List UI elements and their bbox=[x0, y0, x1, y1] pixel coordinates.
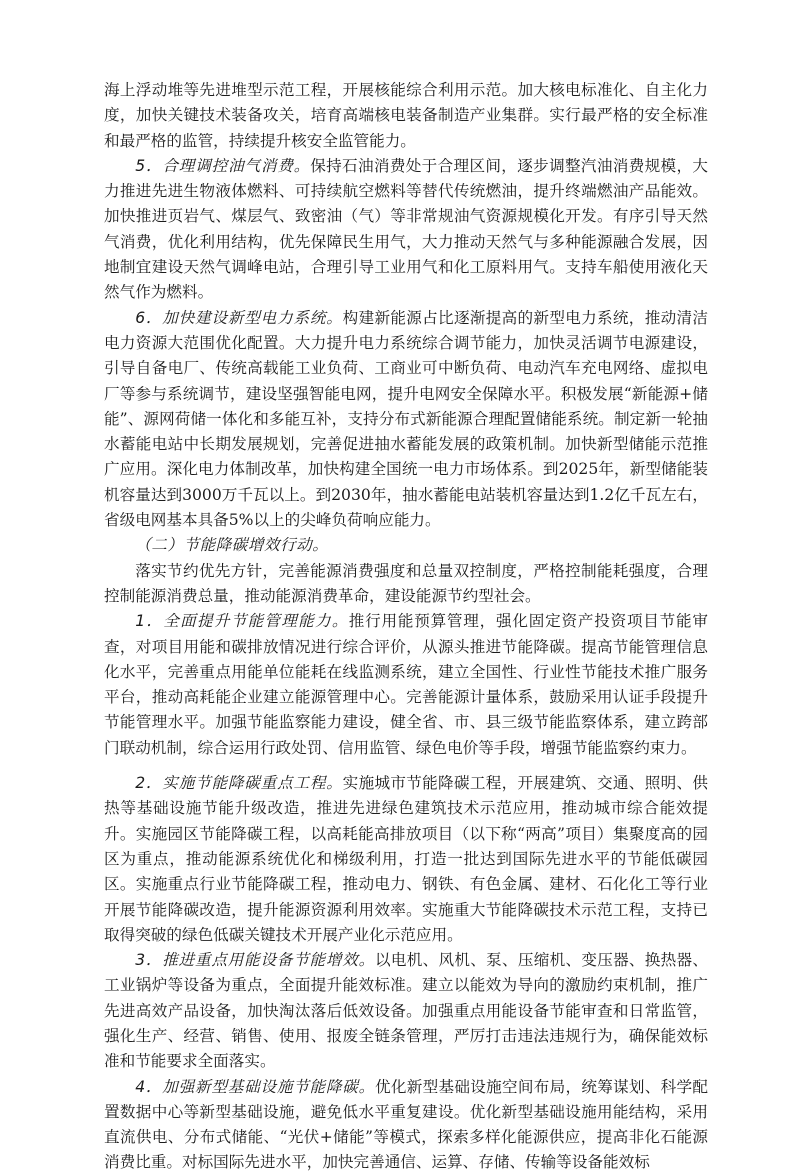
paragraph-oil-gas bbox=[104, 154, 708, 306]
item-body: 以电机、风机、泵、压缩机、变压器、换热器、工业锅炉等设备为重点，全面提升能效标准。建立以能效为导向的激励约束机制，推广先进高效产品设备，加快淘汰落后低效设备。加强重点用能设备节能审查和日常监管，强化生产、经营、销售、使用、报废全链条管理，严厉打击违法违规行为，确保能效标准和节能要求全面落实。 bbox=[104, 951, 708, 1071]
item-lead: 2．实施节能降碳重点工程。 bbox=[135, 774, 343, 793]
paragraph-body: 构建新能源占比逐渐提高的新型电力系统，推动清洁电力资源大范围优化配置。大力提升电力系统综合调节能力，加快灵活调节电源建设，引导自备电厂、传统高载能工业负荷、工商业可中断负荷、电动汽车充电网络、虚拟电厂等参与系统调节，建设坚强智能电网，提升电网安全保障水平。积极发展“新能源+储能”、源网荷储一体化和多能互补，支持分布式新能源合理配置储能系统。制定新一轮抽水蓄能电站中长期发展规划，完善促进抽水蓄能发展的政策机制。加快新型储能示范推广应用。深化电力体制改革，加快构建全国统一电力市场体系。到2025年，新型储能装机容量达到3000万千瓦以上。到2030年，抽水蓄能电站装机容量达到1.2亿千瓦左右，省级电网基本具备5%以上的尖峰负荷响应能力。 bbox=[104, 308, 708, 530]
section-heading-text: （二）节能降碳增效行动。 bbox=[135, 536, 329, 555]
item-lead: 1．全面提升节能管理能力。 bbox=[135, 612, 349, 631]
item-body: 实施城市节能降碳工程，开展建筑、交通、照明、供热等基础设施节能升级改造，推进先进绿色建筑技术示范应用，推动城市综合能效提升。实施园区节能降碳工程，以高耗能高排放项目（以下称“两高”项目）集聚度高的园区为重点，推动能源系统优化和梯级利用，打造一批达到国际先进水平的节能低碳园区。实施重点行业节能降碳工程，推动电力、钢铁、有色金属、建材、石化化工等行业开展节能降碳改造，提升能源资源利用效率。实施重大节能降碳技术示范工程，支持已取得突破的绿色低碳关键技术开展产业化示范应用。 bbox=[104, 774, 708, 944]
section-intro: 落实节约优先方针，完善能源消费强度和总量双控制度，严格控制能耗强度，合理控制能源消费总量，推动能源消费革命，建设能源节约型社会。 bbox=[104, 561, 708, 605]
paragraph-lead: 6．加快建设新型电力系统。 bbox=[135, 308, 343, 327]
item-new-infrastructure bbox=[104, 1075, 708, 1176]
paragraph-gap bbox=[104, 761, 708, 771]
section-heading bbox=[104, 533, 708, 558]
item-key-projects bbox=[104, 771, 708, 948]
paragraph-power-system bbox=[104, 306, 708, 534]
item-energy-management bbox=[104, 609, 708, 761]
item-body: 优化新型基础设施空间布局，统筹谋划、科学配置数据中心等新型基础设施，避免低水平重复建设。优化新型基础设施用能结构，采用直流供电、分布式储能、“光伏+储能”等模式，探索多样化能源供应，提高非化石能源消费比重。对标国际先进水平，加快完善通信、运算、存储、传输等设备能效标 bbox=[104, 1077, 708, 1172]
item-lead: 3．推进重点用能设备节能增效。 bbox=[135, 951, 376, 970]
item-lead: 4．加强新型基础设施节能降碳。 bbox=[135, 1077, 376, 1096]
item-equipment-efficiency bbox=[104, 948, 708, 1074]
paragraph-nuclear bbox=[104, 78, 708, 154]
paragraph-body: 保持石油消费处于合理区间，逐步调整汽油消费规模，大力推进先进生物液体燃料、可持续航空燃料等替代传统燃油，提升终端燃油产品能效。加快推进页岩气、煤层气、致密油（气）等非常规油气资源规模化开发。有序引导天然气消费，优化利用结构，优先保障民生用气，大力推动天然气与多种能源融合发展，因地制宜建设天然气调峰电站，合理引导工业用气和化工原料用气。支持车船使用液化天然气作为燃料。 bbox=[104, 156, 708, 302]
paragraph-body: 海上浮动堆等先进堆型示范工程，开展核能综合利用示范。加大核电标准化、自主化力度，加快关键技术装备攻关，培育高端核电装备制造产业集群。实行最严格的安全标准和最严格的监管，持续提升核安全监管能力。 bbox=[104, 81, 708, 150]
item-body: 推行用能预算管理，强化固定资产投资项目节能审查，对项目用能和碳排放情况进行综合评价，从源头推进节能降碳。提高节能管理信息化水平，完善重点用能单位能耗在线监测系统，建立全国性、行业性节能技术推广服务平台，推动高耗能企业建立能源管理中心。完善能源计量体系，鼓励采用认证手段提升节能管理水平。加强节能监察能力建设，健全省、市、县三级节能监察体系，建立跨部门联动机制，综合运用行政处罚、信用监管、绿色电价等手段，增强节能监察约束力。 bbox=[104, 612, 708, 757]
paragraph-lead: 5．合理调控油气消费。 bbox=[135, 156, 311, 175]
